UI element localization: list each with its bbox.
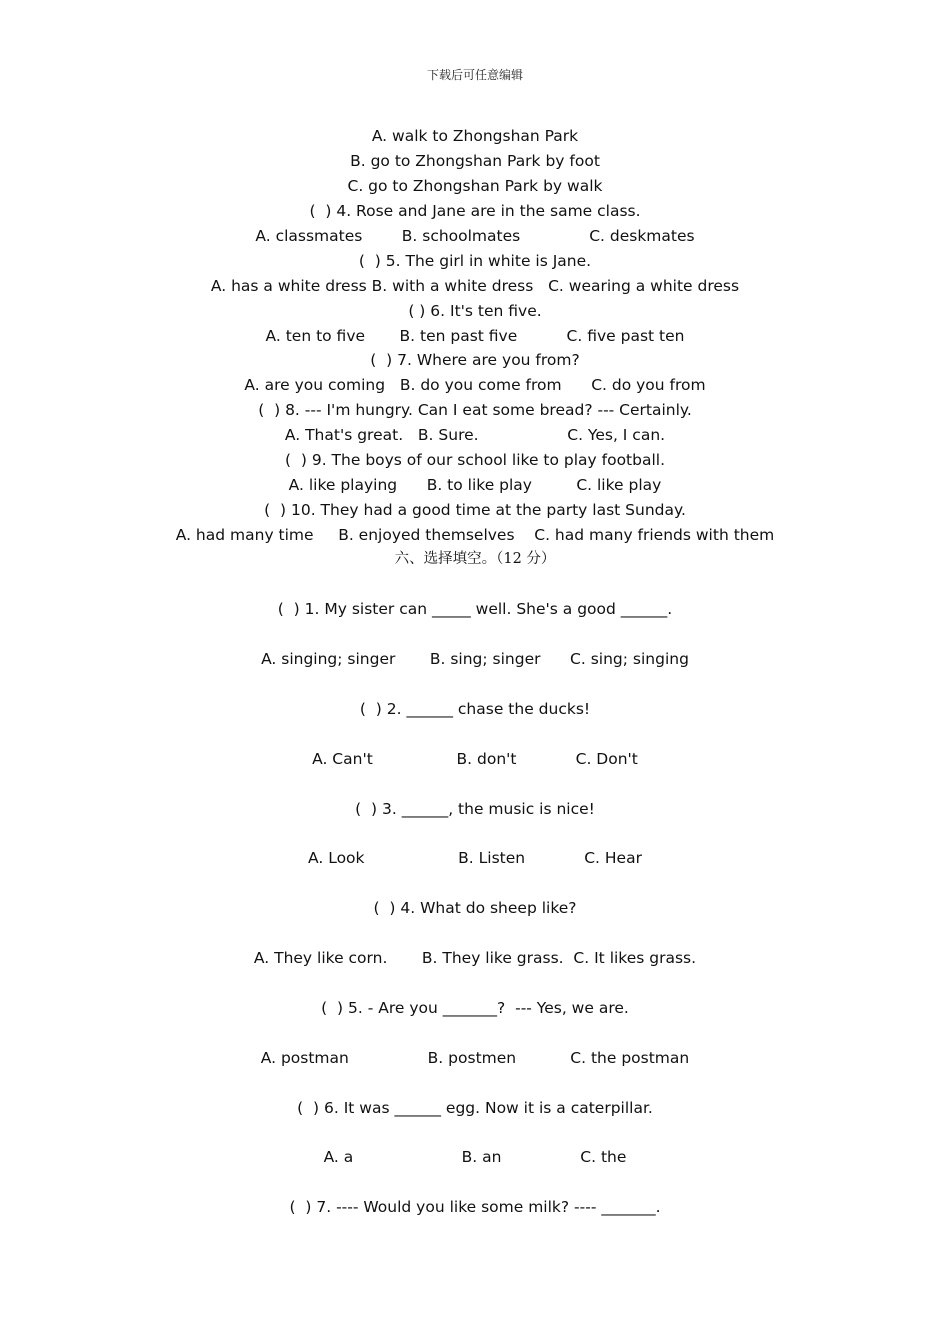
question-5: ( ) 5. The girl in white is Jane. — [358, 252, 592, 270]
question-7: ( ) 7. Where are you from? — [370, 351, 580, 369]
option-line: C. go to Zhongshan Park by walk — [347, 177, 603, 195]
s6-question-6: ( ) 6. It was ______ egg. Now it is a caterpillar. — [297, 1099, 653, 1117]
s6-question-7: ( ) 7. ---- Would you like some milk? ---- _______. — [289, 1198, 661, 1216]
s6-question-1: ( ) 1. My sister can _____ well. She's a good ______. — [277, 600, 673, 618]
question-10-options: A. had many time B. enjoyed themselves C. had many friends with them — [175, 526, 775, 544]
s6-question-3-options: A. Look B. Listen C. Hear — [308, 849, 642, 867]
question-8: ( ) 8. --- I'm hungry. Can I eat some bread? --- Certainly. — [258, 401, 692, 419]
s6-question-4: ( ) 4. What do sheep like? — [373, 899, 577, 917]
s6-question-3: ( ) 3. ______, the music is nice! — [355, 800, 595, 818]
question-6: ( ) 6. It's ten five. — [408, 302, 542, 320]
question-8-options: A. That's great. B. Sure. C. Yes, I can. — [284, 426, 666, 444]
option-line: B. go to Zhongshan Park by foot — [350, 152, 600, 170]
question-6-options: A. ten to five B. ten past five C. five past ten — [265, 327, 685, 345]
s6-question-1-options: A. singing; singer B. sing; singer C. sing; singing — [261, 650, 689, 668]
s6-question-6-options: A. a B. an C. the — [323, 1148, 627, 1166]
question-7-options: A. are you coming B. do you come from C. do you from — [244, 376, 706, 394]
section-six-title: 六、选择填空。（12 分） — [394, 551, 556, 567]
question-9: ( ) 9. The boys of our school like to play football. — [284, 451, 666, 469]
option-line: A. walk to Zhongshan Park — [371, 127, 579, 145]
s6-question-4-options: A. They like corn. B. They like grass. C. It likes grass. — [253, 949, 697, 967]
question-4: ( ) 4. Rose and Jane are in the same class. — [309, 202, 641, 220]
question-10: ( ) 10. They had a good time at the party last Sunday. — [264, 501, 686, 519]
s6-question-2-options: A. Can't B. don't C. Don't — [312, 750, 638, 768]
question-9-options: A. like playing B. to like play C. like play — [288, 476, 662, 494]
question-5-options: A. has a white dress B. with a white dress C. wearing a white dress — [210, 277, 740, 295]
question-4-options: A. classmates B. schoolmates C. deskmates — [255, 227, 695, 245]
s6-question-2: ( ) 2. ______ chase the ducks! — [359, 700, 591, 718]
page-header: 下载后可任意编辑 — [426, 68, 523, 82]
s6-question-5: ( ) 5. - Are you _______? --- Yes, we are. — [321, 999, 629, 1017]
s6-question-5-options: A. postman B. postmen C. the postman — [260, 1049, 690, 1067]
